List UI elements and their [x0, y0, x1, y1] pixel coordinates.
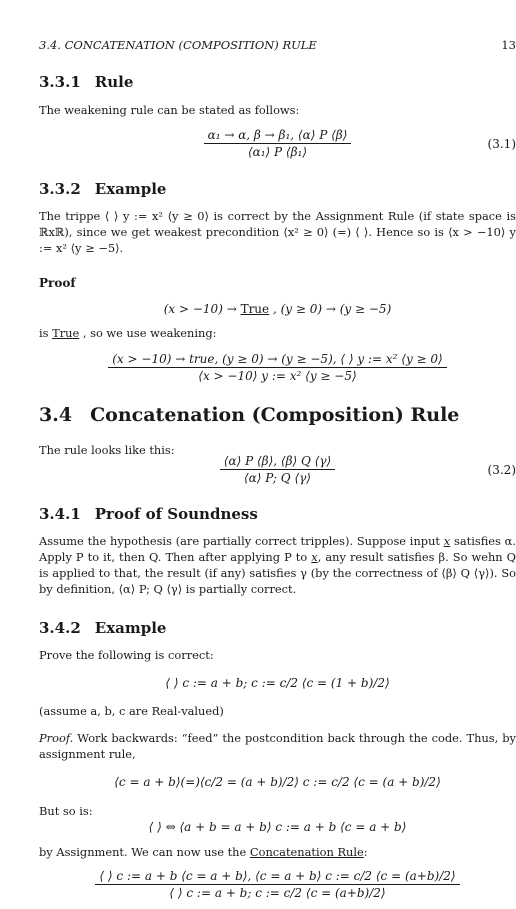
input-variable: x — [311, 550, 318, 564]
text-part: , any result satisfies β. So wehn Q is applied to that, the result (if any) satisfies γ (by the correctness of ⟨β⟩ Q ⟨γ⟩). So by definition, ⟨α⟩ P; Q ⟨γ⟩ is partially correct. — [39, 550, 516, 596]
proof-lead: Proof. — [39, 731, 74, 745]
equation-label-3-2: (3.2) — [487, 463, 516, 477]
equation-numerator: (x > −10) → true, (y ≥ 0) → (y ≥ −5), ⟨ ⟩ y := x² ⟨y ≥ 0⟩ — [108, 352, 446, 368]
paragraph-prove: Prove the following is correct: — [39, 648, 214, 662]
section-number: 3.3.1 — [39, 73, 81, 91]
text-prefix: by Assignment. We can now use the — [39, 845, 250, 859]
equation-denominator: ⟨ ⟩ c := a + b; c := c/2 ⟨c = (a+b)/2⟩ — [169, 886, 386, 900]
true-underlined: True — [240, 302, 270, 316]
section-number: 3.3.2 — [39, 180, 81, 198]
paragraph-but-so-is: But so is: — [39, 804, 93, 818]
equation-label-3-1: (3.1) — [487, 137, 516, 151]
page-number: 13 — [501, 38, 516, 52]
section-title: Concatenation (Composition) Rule — [90, 404, 460, 426]
equation-weakening — [39, 352, 516, 383]
equation-denominator: ⟨α⟩ P; Q ⟨γ⟩ — [244, 471, 311, 485]
text-suffix: : — [363, 845, 368, 859]
section-title: Rule — [94, 73, 134, 91]
true-underlined: True — [52, 326, 80, 340]
equation-numerator: α₁ → α, β → β₁, ⟨α⟩ P ⟨β⟩ — [204, 128, 352, 144]
equation-final-concatenation — [39, 869, 516, 900]
text-part: Assume the hypothesis (are partially correct tripples). Suppose input — [39, 534, 444, 548]
text-part: Work backwards: “feed” the postcondition back through the code. Thus, by assignment rule, — [39, 731, 516, 761]
equation-proof-implication — [39, 302, 516, 316]
paragraph-trippe: The trippe ⟨ ⟩ y := x² ⟨y ≥ 0⟩ is correct by the Assignment Rule (if state space is ℝxℝ), since we get weakest precondition ⟨x² ≥ 0⟩ (=) ⟨ ⟩. Hence so is ⟨x > −10⟩ y := x² ⟨y ≥ −5⟩. — [39, 209, 516, 255]
equation-assignment: ⟨c = a + b⟩(=)⟨c/2 = (a + b)/2⟩ c := c/2 ⟨c = (a + b)/2⟩ — [114, 775, 441, 789]
paragraph-assume: (assume a, b, c are Real-valued) — [39, 704, 224, 718]
text-part: satisfies α. Apply P to it, then Q. Then after applying P to — [39, 534, 516, 564]
equation-3-2 — [39, 454, 516, 485]
text-prefix: is — [39, 326, 53, 340]
equation-denominator: ⟨α₁⟩ P ⟨β₁⟩ — [247, 145, 308, 159]
equation-right: , (y ≥ 0) → (y ≥ −5) — [269, 302, 392, 316]
section-heading-3-4 — [39, 404, 459, 426]
paragraph-work-backwards — [39, 730, 516, 762]
section-title: Example — [94, 619, 167, 637]
section-number: 3.4.1 — [39, 505, 81, 523]
equation-numerator: ⟨ ⟩ c := a + b ⟨c = a + b⟩, ⟨c = a + b⟩ c := c/2 ⟨c = (a+b)/2⟩ — [95, 869, 459, 885]
running-header — [39, 38, 516, 52]
proof-heading: Proof — [39, 276, 76, 290]
section-number: 3.4.2 — [39, 619, 81, 637]
section-heading-3-3-1 — [39, 73, 133, 91]
input-variable: x — [443, 534, 451, 548]
equation-numerator: ⟨α⟩ P ⟨β⟩, ⟨β⟩ Q ⟨γ⟩ — [220, 454, 335, 470]
paragraph-weakening-intro: The weakening rule can be stated as follows: — [39, 103, 300, 117]
section-title: Proof of Soundness — [94, 505, 258, 523]
section-number: 3.4 — [39, 404, 73, 426]
paragraph-soundness — [39, 533, 516, 597]
section-heading-3-3-2 — [39, 180, 166, 198]
equation-but: ⟨ ⟩ ⇔ ⟨a + b = a + b⟩ c := a + b ⟨c = a + b⟩ — [148, 820, 407, 834]
section-heading-3-4-2 — [39, 619, 166, 637]
text-suffix: , so we use weakening: — [79, 326, 217, 340]
paragraph-by-assignment — [39, 844, 516, 860]
section-heading-3-4-1 — [39, 505, 258, 523]
equation-prove: ⟨ ⟩ c := a + b; c := c/2 ⟨c = (1 + b)/2⟩ — [165, 676, 390, 690]
concatenation-rule-link: Concatenation Rule — [249, 845, 364, 859]
equation-left: (x > −10) → — [163, 302, 241, 316]
section-title: Example — [94, 180, 167, 198]
running-header-title: 3.4. CONCATENATION (COMPOSITION) RULE — [39, 38, 317, 52]
paragraph-is-true — [39, 325, 516, 341]
paragraph-rule-looks: The rule looks like this: — [39, 443, 175, 457]
equation-denominator: ⟨x > −10⟩ y := x² ⟨y ≥ −5⟩ — [198, 369, 357, 383]
equation-3-1 — [39, 128, 516, 159]
